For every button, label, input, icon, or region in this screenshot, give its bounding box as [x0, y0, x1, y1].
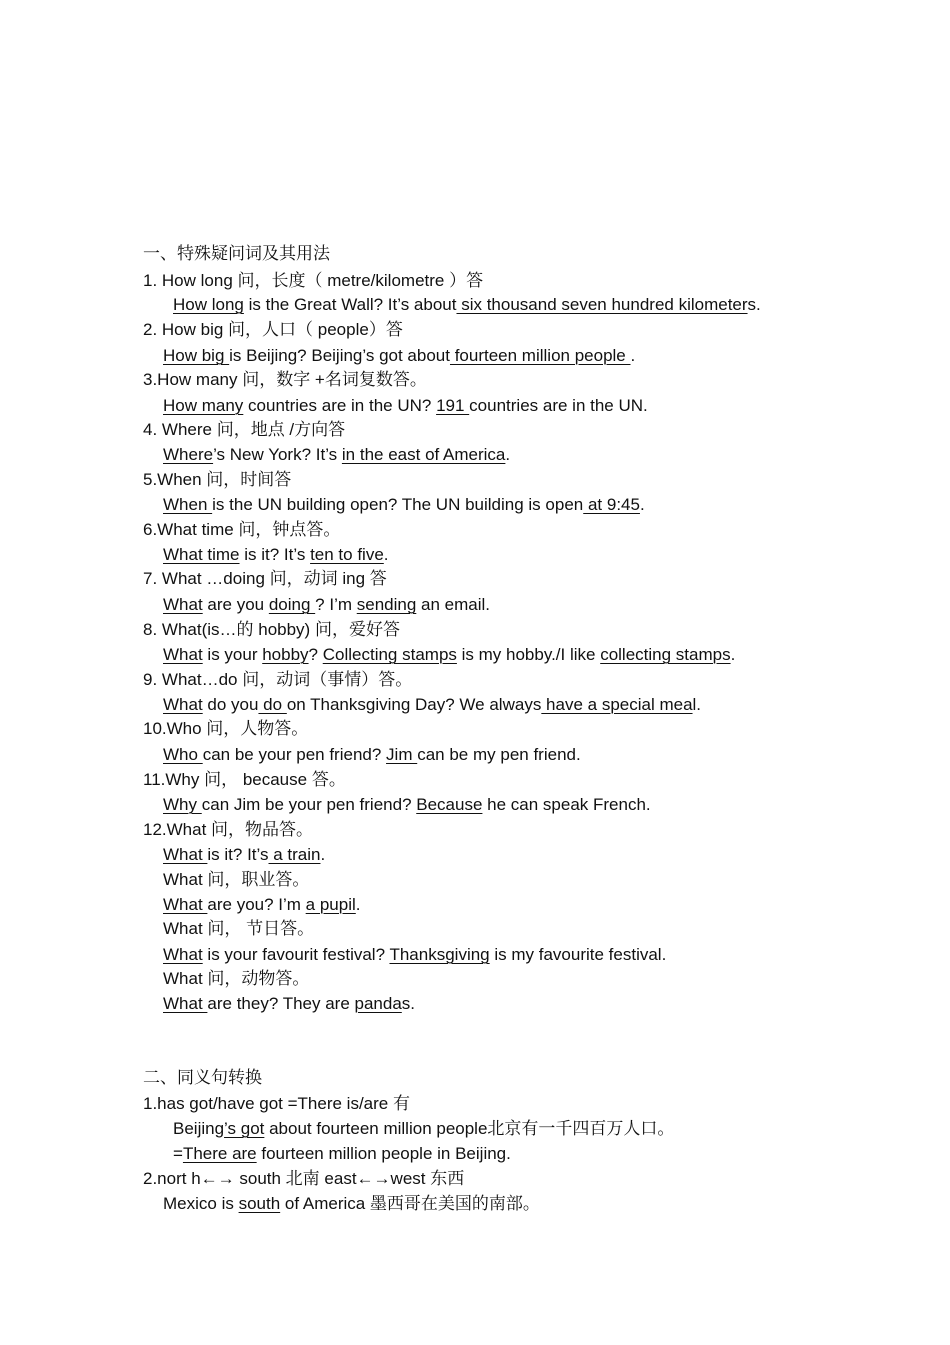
sentence-text: countries are in the UN. [469, 396, 648, 415]
section2-heading: 二、同义句转换 [143, 1068, 262, 1088]
item-title: 5.When 问，时间答 [143, 470, 292, 489]
underlined-answer: six thousand seven hundred kilometer [456, 295, 748, 314]
sentence-text: about fourteen million people北京有一千四百万人口。 [264, 1119, 675, 1138]
underlined-answer: 191 [436, 396, 470, 415]
example-sentence [163, 445, 510, 465]
underlined-answer: Where [163, 445, 214, 464]
sentence-text: is the UN building open? The UN building is open [212, 495, 584, 514]
sentence-text: = [173, 1144, 183, 1163]
underlined-answer: doing [268, 595, 316, 614]
underlined-answer: Because [416, 795, 483, 814]
example-sentence [163, 895, 361, 915]
sentence-text: ’s New York? It’s [213, 445, 342, 464]
underlined-answer: sending [356, 595, 417, 614]
conversion-rule: 2.nort h←→ south 北南 east←→west 东西 [143, 1169, 465, 1188]
example-sentence [163, 545, 389, 565]
underlined-answer: a pupil [305, 895, 356, 914]
underlined-answer: panda [354, 994, 402, 1013]
section1-heading: 一、特殊疑问词及其用法 [143, 244, 330, 264]
underlined-answer: How many [163, 396, 244, 415]
sentence-text: . [383, 545, 389, 564]
underlined-answer: What [163, 845, 208, 864]
underlined-answer: Collecting stamps [322, 645, 457, 664]
sentence-text: . [730, 645, 736, 664]
item-title: What 问， 节日答。 [163, 919, 315, 938]
underlined-answer: ’s got [224, 1119, 265, 1138]
underlined-answer: What [163, 595, 203, 614]
sentence-text: is my hobby./I like [456, 645, 601, 664]
sentence-text: . [355, 895, 361, 914]
sentence-text: is your [202, 645, 263, 664]
sentence-text: Mexico is [163, 1194, 239, 1213]
item-title: 3.How many 问，数字 +名词复数答。 [143, 370, 427, 389]
item-title: 7. What …doing 问，动词 ing 答 [143, 569, 387, 588]
underlined-answer: Why [163, 795, 202, 814]
underlined-answer: What time [163, 545, 240, 564]
sentence-text: . [505, 445, 511, 464]
example-sentence [163, 495, 645, 515]
sentence-text: s. [401, 994, 416, 1013]
underlined-answer: collecting stamps [600, 645, 731, 664]
sentence-text: on Thanksgiving Day? We always [286, 695, 542, 714]
item-title: 10.Who 问，人物答。 [143, 719, 309, 738]
example-sentence [163, 695, 701, 715]
sentence-text: is your favourit festival? [202, 945, 390, 964]
sentence-text: is it? It’s [239, 545, 311, 564]
sentence-text: ? I’m [315, 595, 357, 614]
item-title: 1. How long 问，长度（ metre/kilometre ）答 [143, 271, 484, 290]
underlined-answer: Jim [386, 745, 418, 764]
item-title: 4. Where 问，地点 /方向答 [143, 420, 346, 439]
underlined-answer: How long [173, 295, 244, 314]
example-sentence [163, 396, 648, 416]
item-title: What 问，职业答。 [163, 870, 310, 889]
sentence-text: countries are in the UN? [243, 396, 437, 415]
underlined-answer: There are [182, 1144, 257, 1163]
sentence-text: fourteen million people in Beijing. [256, 1144, 511, 1163]
sentence-text: an email. [416, 595, 490, 614]
example-sentence [163, 595, 490, 615]
conversion-rule: 1.has got/have got =There is/are 有 [143, 1094, 410, 1113]
underlined-answer: do [258, 695, 287, 714]
sentence-text: do you [202, 695, 259, 714]
sentence-text: s. [747, 295, 761, 314]
underlined-answer: south [238, 1194, 281, 1213]
example-sentence [163, 1194, 540, 1214]
underlined-answer: ten to five [310, 545, 384, 564]
example-sentence [173, 295, 761, 315]
underlined-answer: What [163, 994, 208, 1013]
example-sentence [163, 346, 635, 366]
sentence-text: are you? I’m [207, 895, 306, 914]
underlined-answer: in the east of America [341, 445, 506, 464]
example-sentence [163, 645, 735, 665]
sentence-text: can be your pen friend? [202, 745, 387, 764]
example-sentence [163, 945, 666, 965]
sentence-text: is it? It’s [207, 845, 269, 864]
underlined-answer: What [163, 945, 203, 964]
item-title: What 问，动物答。 [163, 969, 310, 988]
sentence-text: he can speak French. [482, 795, 651, 814]
sentence-text: of America 墨西哥在美国的南部。 [280, 1194, 540, 1213]
underlined-answer: at 9:45 [583, 495, 640, 514]
example-sentence [173, 1119, 674, 1139]
example-sentence [173, 1144, 511, 1164]
item-title: 12.What 问，物品答。 [143, 820, 314, 839]
sentence-text: can Jim be your pen friend? [201, 795, 417, 814]
sentence-text: . [320, 845, 326, 864]
item-title: 9. What…do 问，动词（事情）答。 [143, 670, 413, 689]
underlined-answer: have a special mea [541, 695, 693, 714]
sentence-text: ? [308, 645, 323, 664]
sentence-text: . [639, 495, 645, 514]
underlined-answer: What [163, 695, 203, 714]
example-sentence [163, 745, 581, 765]
underlined-answer: a train [268, 845, 321, 864]
sentence-text: . [630, 346, 636, 365]
sentence-text: are they? They are [207, 994, 355, 1013]
sentence-text: is my favourite festival. [489, 945, 667, 964]
example-sentence [163, 845, 325, 865]
underlined-answer: fourteen million people [449, 346, 631, 365]
item-title: 6.What time 问，钟点答。 [143, 520, 341, 539]
item-title: 11.Why 问， because 答。 [143, 770, 346, 789]
underlined-answer: How big [163, 346, 230, 365]
sentence-text: is the Great Wall? It’s about [243, 295, 457, 314]
sentence-text: Beijing [173, 1119, 225, 1138]
underlined-answer: Thanksgiving [389, 945, 490, 964]
underlined-answer: Who [163, 745, 203, 764]
sentence-text: l. [692, 695, 702, 714]
sentence-text: are you [202, 595, 269, 614]
sentence-text: is Beijing? Beijing’s got about [229, 346, 450, 365]
underlined-answer: When [163, 495, 213, 514]
sentence-text: can be my pen friend. [417, 745, 581, 764]
item-title: 2. How big 问，人口（ people）答 [143, 320, 403, 339]
example-sentence [163, 994, 415, 1014]
underlined-answer: What [163, 645, 203, 664]
item-title: 8. What(is…的 hobby) 问，爱好答 [143, 620, 400, 639]
underlined-answer: What [163, 895, 208, 914]
example-sentence [163, 795, 651, 815]
underlined-answer: hobby [262, 645, 309, 664]
